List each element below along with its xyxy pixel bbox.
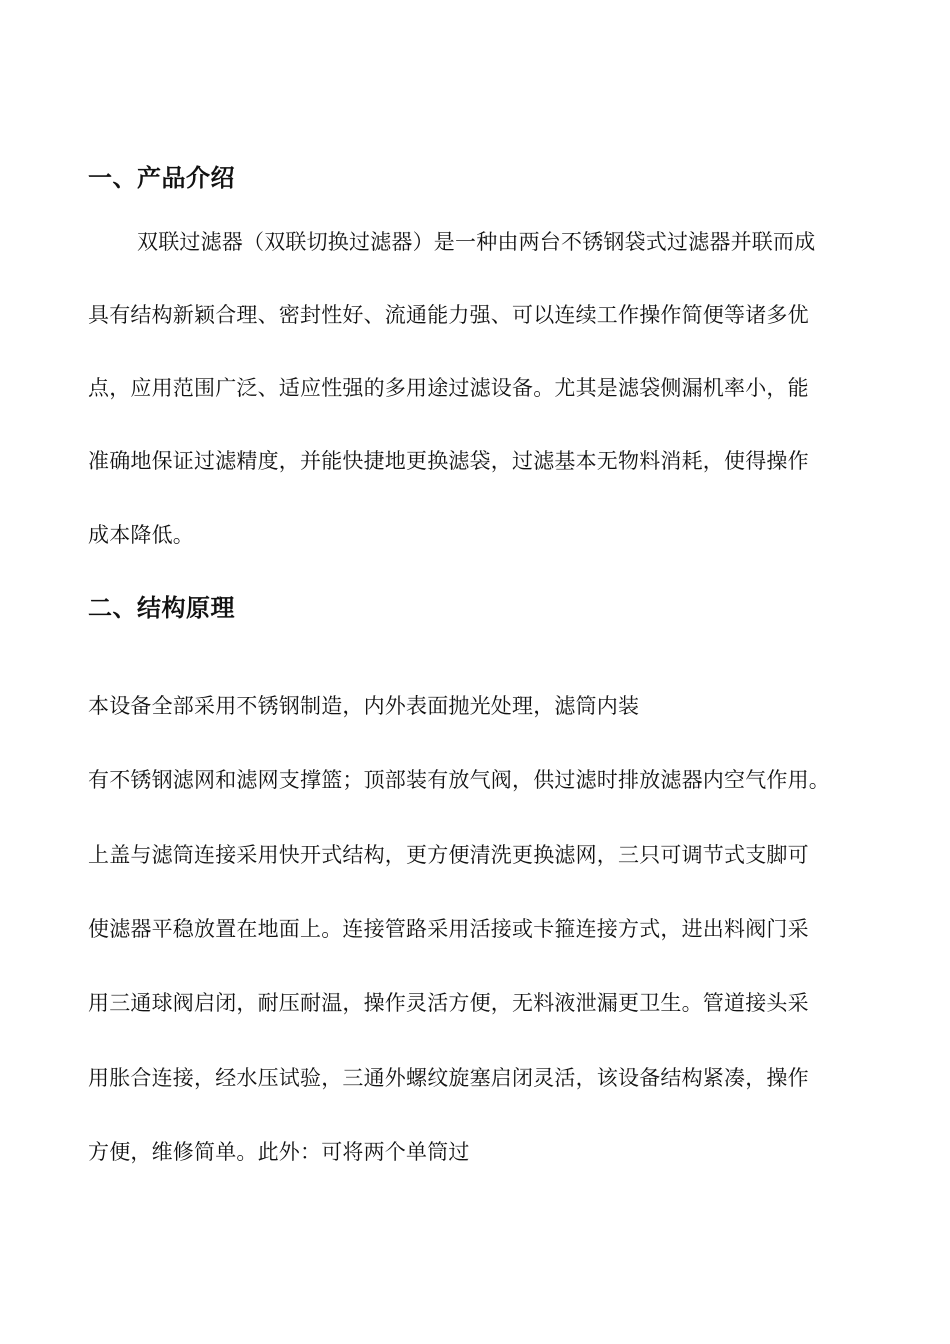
section-heading-structure-principle: 二、结构原理	[88, 594, 235, 622]
section-heading-product-intro: 一、产品介绍	[88, 164, 235, 192]
paragraph-line: 用胀合连接，经水压试验，三通外螺纹旋塞启闭灵活，该设备结构紧凑，操作	[88, 1066, 809, 1090]
paragraph-line: 有不锈钢滤网和滤网支撑篮；顶部装有放气阀，供过滤时排放滤器内空气作用。	[88, 768, 830, 792]
paragraph-line: 双联过滤器（双联切换过滤器）是一种由两台不锈钢袋式过滤器并联而成	[137, 230, 816, 254]
paragraph-line: 方便，维修简单。此外：可将两个单筒过	[88, 1140, 470, 1164]
paragraph-line: 点，应用范围广泛、适应性强的多用途过滤设备。尤其是滤袋侧漏机率小，能	[88, 376, 809, 400]
paragraph-line: 使滤器平稳放置在地面上。连接管路采用活接或卡箍连接方式，进出料阀门采	[88, 917, 809, 941]
paragraph-line: 上盖与滤筒连接采用快开式结构，更方便清洗更换滤网，三只可调节式支脚可	[88, 843, 809, 867]
paragraph-line: 成本降低。	[88, 523, 194, 547]
paragraph-line: 具有结构新颖合理、密封性好、流通能力强、可以连续工作操作简便等诸多优	[88, 303, 809, 327]
paragraph-line: 用三通球阀启闭，耐压耐温，操作灵活方便，无料液泄漏更卫生。管道接头采	[88, 991, 809, 1015]
paragraph-line: 准确地保证过滤精度，并能快捷地更换滤袋，过滤基本无物料消耗，使得操作	[88, 449, 809, 473]
paragraph-line: 本设备全部采用不锈钢制造，内外表面抛光处理，滤筒内装	[88, 694, 640, 718]
